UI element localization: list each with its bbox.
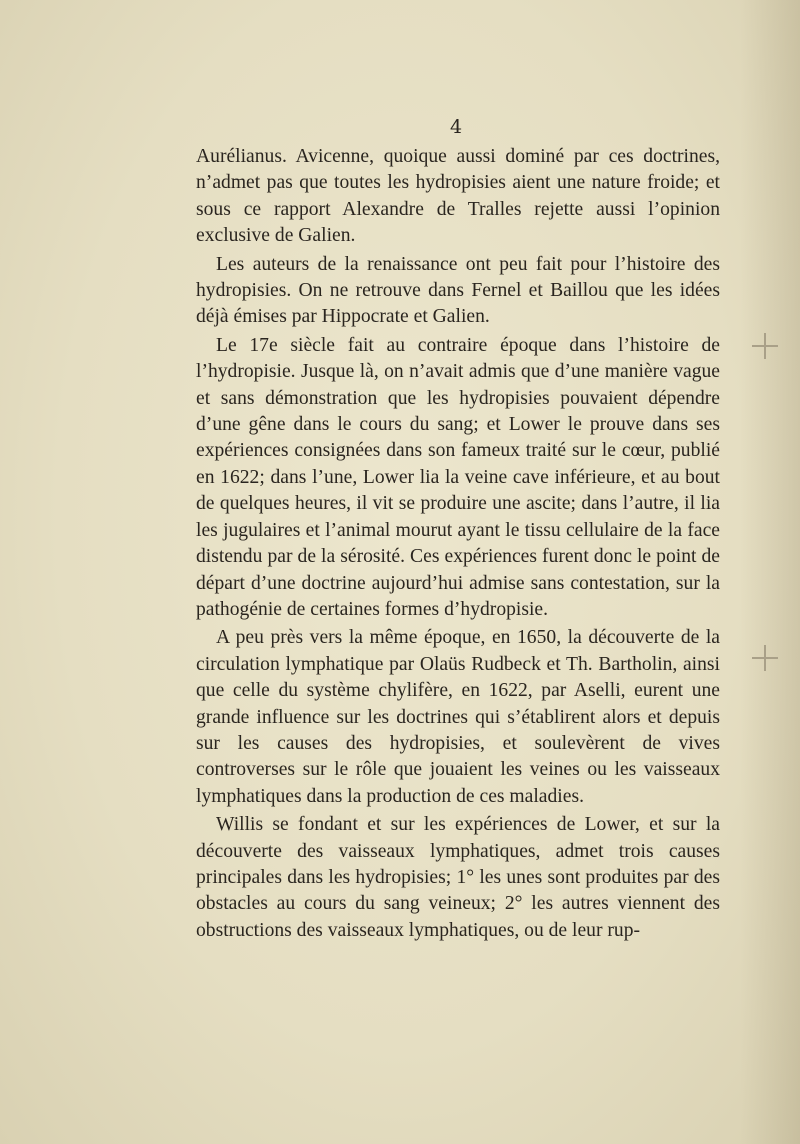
body-text [196,144,720,946]
paragraph-5: Willis se fondant et sur les expériences de Lower, et sur la découverte des vaisseaux lymphatiques, admet trois causes principales dans les hydropisies; 1° les unes sont produites par des obstacles au cours du sang veineux; 2° les autres viennent des obstructions des vaisseaux lymphatiques, ou de leur rup- [196,814,720,941]
margin-crosshair-mark [752,645,778,671]
paragraph-4: A peu près vers la même époque, en 1650, la découverte de la circulation lymphatique par Olaüs Rudbeck et Th. Bartholin, ainsi que celle du système chylifère, en 1622, par Aselli, eurent une grande influence sur les doctrines qui s’établirent alors et depuis sur les causes des hydropisies, et soulevèrent de vives controverses sur le rôle que jouaient les veines ou les vaisseaux lymphatiques dans la production de ces maladies. [196,627,720,807]
margin-crosshair-mark [752,333,778,359]
page-number: 4 [449,116,463,138]
page-edge-shadow [740,0,800,1144]
paragraph-2: Les auteurs de la renaissance ont peu fait pour l’histoire des hydropisies. On ne retrouve dans Fernel et Baillou que les idées déjà émises par Hippocrate et Galien. [196,253,720,328]
paragraph-3: Le 17e siècle fait au contraire époque dans l’histoire de l’hydropisie. Jusque là, on n’avait admis que d’une manière vague et sans démonstration que les hydropisies pouvaient dépendre d’une gêne dans le cours du sang; et Lower le prouve dans ses expériences consignées dans son fameux traité sur le cœur, publié en 1622; dans l’une, Lower lia la veine cave inférieure, et au bout de quelques heures, il vit se produire une ascite; dans l’autre, il lia les jugulaires et l’animal mourut ayant le tissu cellulaire de la face distendu par de la sérosité. Ces expériences furent donc le point de départ d’une doctrine aujourd’hui admise sans contestation, sur la pathogénie de certaines formes d’hydropisie. [196,334,720,620]
paragraph-1: Aurélianus. Avicenne, quoique aussi dominé par ces doctrines, n’admet pas que toutes les hydropisies aient une nature froide; et sous ce rapport Alexandre de Tralles rejette aussi l’opinion exclusive de Galien. [196,146,720,247]
